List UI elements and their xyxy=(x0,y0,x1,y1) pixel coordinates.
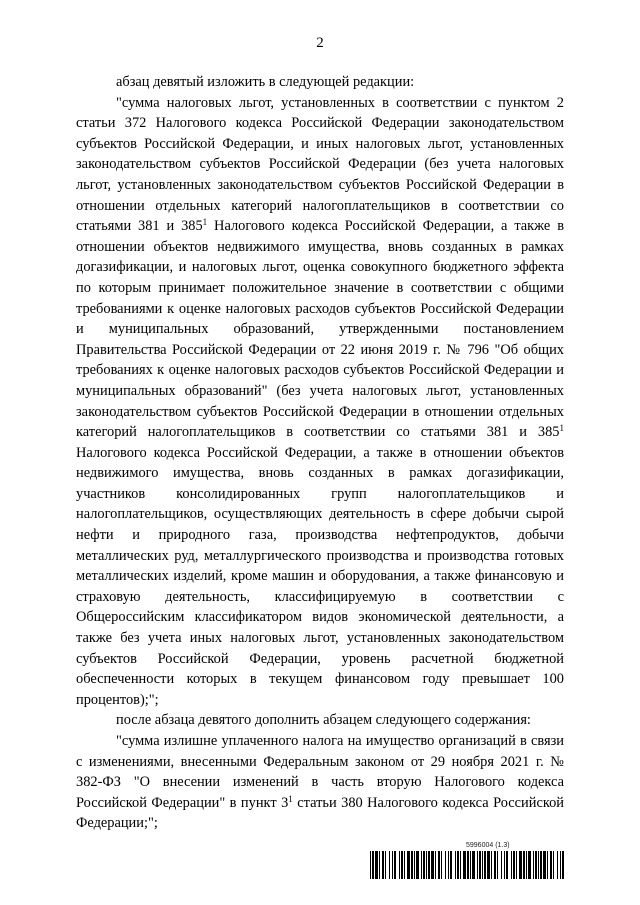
page-number: 2 xyxy=(316,35,324,51)
paragraph-3: после абзаца девятого дополнить абзацем следующего содержания: xyxy=(116,712,531,729)
barcode-block xyxy=(370,842,570,882)
paragraph-2-part-b: Налогового кодекса Российской Федерации, а также в отношении объектов недвижимого имущества, вновь созданных в рамках догазификации, и налоговых льгот, оценка совокупного бюджетного эффекта по которым принимает положительное значение в соответствии с общими требованиями к оценке налоговых расходов субъектов Российской Федерации и муниципальных образований, утвержденными постановлением Правительства Российской Федерации от 22 июня 2019 г. № 796 "Об общих требованиях к оценке налоговых расходов субъектов Российской Федерации и муниципальных образований" (без учета налоговых льгот, установленных законодательством субъектов Российской Федерации в отношении отдельных категорий налогоплательщиков в соответствии со статьями 381 и 385 xyxy=(76,218,564,441)
barcode-image xyxy=(370,851,566,879)
paragraph-4 xyxy=(76,731,564,834)
paragraph-2-part-c: Налогового кодекса Российской Федерации, а также в отношении объектов недвижимого имущества, вновь созданных в рамках догазификации, участников консолидированных групп налогоплательщиков и налогоплательщиков, осуществляющих деятельность в сфере добычи сырой нефти и природного газа, производства нефтепродуктов, добычи металлических руд, металлургического производства и производства готовых металлических изделий, кроме машин и оборудования, а также финансовую и страховую деятельность, классифицируемую в соответствии с Общероссийским классификатором видов экономической деятельности, а также без учета иных налоговых льгот, установленных законодательством субъектов Российской Федерации, уровень расчетной бюджетной обеспеченности которых в текущем финансовом году превышает 100 процентов);"; xyxy=(76,444,564,708)
superscript-1: 1 xyxy=(202,217,208,228)
paragraph-2-part-a: "сумма налоговых льгот, установленных в соответствии с пунктом 2 статьи 372 Налогового кодекса Российской Федерации законодательством субъектов Российской Федерации, и иных налоговых льгот, установленных законодательством субъектов Российской Федерации (без учета налоговых льгот, установленных законодательством субъектов Российской Федерации в отношении отдельных категорий налогоплательщиков в соответствии со статьями 381 и 385 xyxy=(76,94,564,235)
superscript-2: 1 xyxy=(559,423,564,434)
superscript-3: 1 xyxy=(288,793,293,804)
barcode-number: 5996004 (1.3) xyxy=(466,842,510,849)
paragraph-1: абзац девятый изложить в следующей редакции: xyxy=(116,74,415,90)
paragraph-4-part-b: статьи 380 Налогового кодекса Российской Федерации;"; xyxy=(76,794,564,832)
document-body xyxy=(76,72,564,834)
paragraph-4-part-a: "сумма излишне уплаченного налога на имущество организаций в связи с изменениями, внесенными Федеральным законом от 29 ноября 2021 г. № 382-ФЗ "О внесении изменений в часть вторую Налогового кодекса Российской Федерации" в пункт 3 xyxy=(76,733,564,811)
paragraph-2 xyxy=(76,93,564,711)
